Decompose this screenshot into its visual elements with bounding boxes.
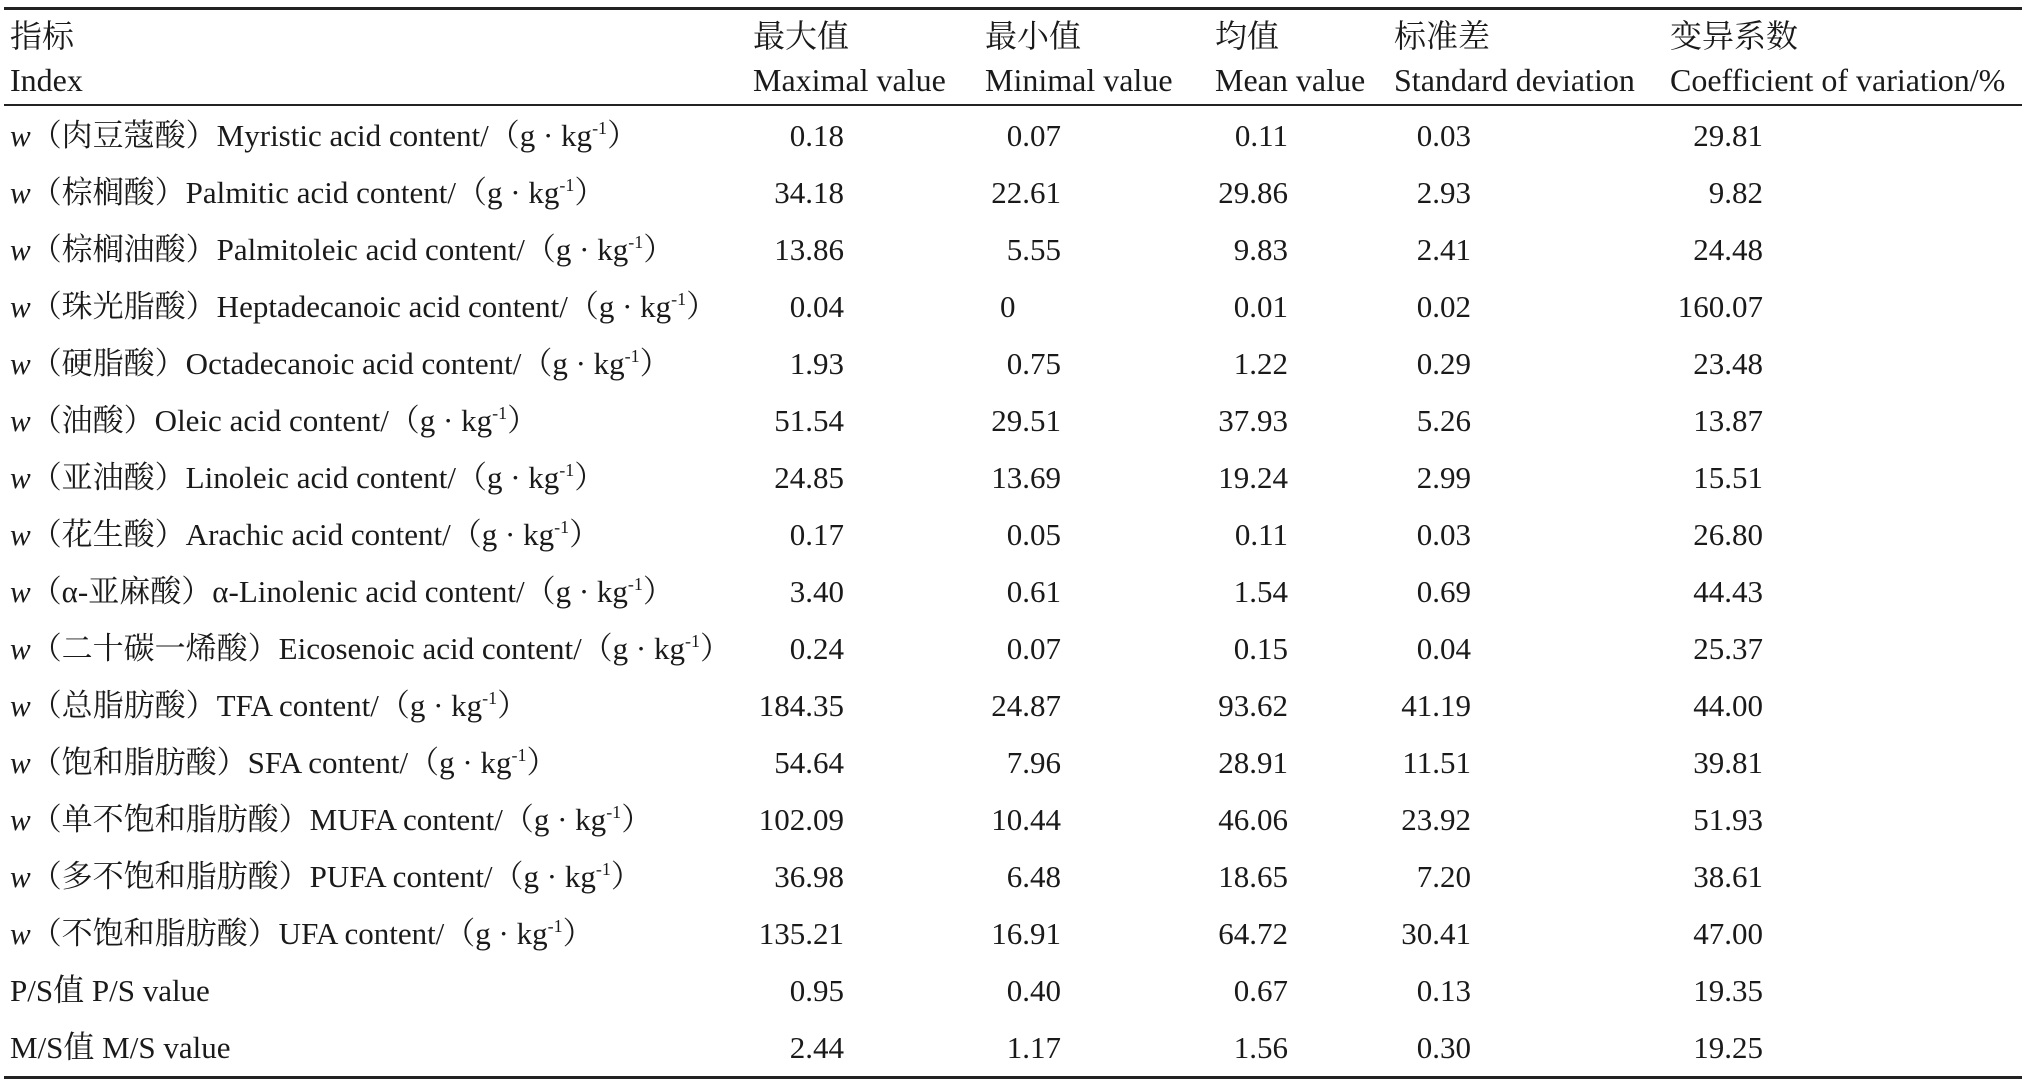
row-label: （单不饱和脂肪酸）MUFA content/（g · kg [30, 802, 607, 837]
unit-close-paren: ） [497, 688, 529, 723]
table-row [0, 905, 2026, 962]
cv-value-cell: 19.25 [1693, 1030, 1763, 1065]
row-index-cell [10, 221, 674, 283]
table-top-rule [4, 7, 2022, 10]
header-index [10, 14, 83, 102]
row-index-cell [10, 506, 600, 568]
cv-value-cell: 44.43 [1693, 574, 1763, 609]
min-value-cell: 0.07 [1006, 631, 1061, 666]
row-index-cell [10, 620, 731, 682]
sd-value-cell: 2.41 [1416, 232, 1471, 267]
unit-exponent: -1 [628, 232, 644, 252]
header-max [753, 14, 946, 102]
row-index-cell [10, 791, 652, 853]
unit-close-paren: ） [526, 745, 558, 780]
header-max-cn: 最大值 [753, 18, 850, 54]
max-value-cell: 36.98 [774, 859, 844, 894]
max-value-cell: 0.18 [789, 118, 844, 153]
unit-close-paren: ） [562, 916, 594, 951]
mean-value-cell: 9.83 [1233, 232, 1288, 267]
mean-value-cell: 0.11 [1234, 118, 1288, 153]
unit-close-paren: ） [700, 631, 732, 666]
table-row [0, 1019, 2026, 1076]
sd-value-cell: 23.92 [1401, 802, 1471, 837]
sd-value-cell: 30.41 [1401, 916, 1471, 951]
sd-value-cell: 2.93 [1416, 175, 1471, 210]
cv-value-cell: 29.81 [1693, 118, 1763, 153]
header-mean-cn: 均值 [1215, 18, 1280, 54]
row-index-cell [10, 905, 594, 967]
table-row [0, 221, 2026, 278]
cv-value-cell: 24.48 [1693, 232, 1763, 267]
unit-close-paren: ） [639, 346, 671, 381]
header-min-en: Minimal value [985, 62, 1173, 98]
min-value-cell: 24.87 [991, 688, 1061, 723]
row-label: （肉豆蔻酸）Myristic acid content/（g · kg [30, 118, 593, 153]
mean-value-cell: 0.15 [1233, 631, 1288, 666]
min-value-cell: 0.05 [1006, 517, 1061, 552]
header-index-cn: 指标 [10, 18, 75, 54]
cv-value-cell: 44.00 [1693, 688, 1763, 723]
mean-value-cell: 0.01 [1233, 289, 1288, 324]
header-max-en: Maximal value [753, 62, 946, 98]
min-value-cell: 13.69 [991, 460, 1061, 495]
mass-fraction-symbol: w [10, 574, 31, 609]
cv-value-cell: 9.82 [1708, 175, 1763, 210]
mass-fraction-symbol: w [10, 859, 31, 894]
row-label: （多不饱和脂肪酸）PUFA content/（g · kg [30, 859, 596, 894]
unit-close-paren: ） [621, 802, 653, 837]
cv-value-cell: 160.07 [1677, 289, 1763, 324]
min-value-cell: 10.44 [991, 802, 1061, 837]
table-row [0, 848, 2026, 905]
max-value-cell: 34.18 [774, 175, 844, 210]
mass-fraction-symbol: w [10, 175, 31, 210]
header-min-cn: 最小值 [985, 18, 1082, 54]
max-value-cell: 102.09 [758, 802, 844, 837]
cv-value-cell: 25.37 [1693, 631, 1763, 666]
sd-value-cell: 0.13 [1416, 973, 1471, 1008]
mass-fraction-symbol: w [10, 802, 31, 837]
mean-value-cell: 1.54 [1233, 574, 1288, 609]
mean-value-cell: 29.86 [1218, 175, 1288, 210]
row-label: P/S值 P/S value [10, 973, 210, 1008]
unit-close-paren: ） [507, 403, 539, 438]
sd-value-cell: 0.29 [1416, 346, 1471, 381]
max-value-cell: 13.86 [774, 232, 844, 267]
row-index-cell [10, 278, 717, 340]
mass-fraction-symbol: w [10, 916, 31, 951]
min-value-cell: 0 [1000, 289, 1016, 324]
row-index-cell [10, 848, 642, 910]
min-value-cell: 16.91 [991, 916, 1061, 951]
mass-fraction-symbol: w [10, 289, 31, 324]
header-cv [1670, 14, 2005, 102]
table-row [0, 734, 2026, 791]
cv-value-cell: 23.48 [1693, 346, 1763, 381]
sd-value-cell: 2.99 [1416, 460, 1471, 495]
mass-fraction-symbol: w [10, 403, 31, 438]
mean-value-cell: 64.72 [1218, 916, 1288, 951]
unit-close-paren: ） [642, 574, 674, 609]
max-value-cell: 0.24 [789, 631, 844, 666]
header-mean [1215, 14, 1365, 102]
min-value-cell: 1.17 [1006, 1030, 1061, 1065]
max-value-cell: 135.21 [758, 916, 844, 951]
table-row [0, 506, 2026, 563]
unit-exponent: -1 [592, 118, 608, 138]
mean-value-cell: 93.62 [1218, 688, 1288, 723]
cv-value-cell: 15.51 [1693, 460, 1763, 495]
mean-value-cell: 1.56 [1233, 1030, 1288, 1065]
min-value-cell: 7.96 [1006, 745, 1061, 780]
header-min [985, 14, 1173, 102]
max-value-cell: 24.85 [774, 460, 844, 495]
row-index-cell [10, 734, 557, 796]
header-index-en: Index [10, 62, 83, 98]
header-cv-cn: 变异系数 [1670, 18, 1799, 54]
cv-value-cell: 38.61 [1693, 859, 1763, 894]
header-mean-en: Mean value [1215, 62, 1366, 98]
table-row [0, 107, 2026, 164]
row-label: （珠光脂酸）Heptadecanoic acid content/（g · kg [30, 289, 672, 324]
sd-value-cell: 0.03 [1416, 118, 1471, 153]
row-index-cell [10, 392, 538, 454]
mass-fraction-symbol: w [10, 631, 31, 666]
unit-exponent: -1 [511, 745, 527, 765]
sd-value-cell: 7.20 [1416, 859, 1471, 894]
mean-value-cell: 18.65 [1218, 859, 1288, 894]
mass-fraction-symbol: w [10, 745, 31, 780]
unit-exponent: -1 [547, 916, 563, 936]
mean-value-cell: 19.24 [1218, 460, 1288, 495]
mean-value-cell: 46.06 [1218, 802, 1288, 837]
table-row [0, 563, 2026, 620]
row-index-cell [10, 677, 528, 739]
header-sd-cn: 标准差 [1394, 18, 1491, 54]
unit-close-paren: ） [643, 232, 675, 267]
row-index-cell [10, 449, 605, 511]
unit-exponent: -1 [559, 175, 575, 195]
row-label: （α-亚麻酸）α-Linolenic acid content/（g · kg [30, 574, 628, 609]
min-value-cell: 29.51 [991, 403, 1061, 438]
unit-close-paren: ） [610, 859, 642, 894]
cv-value-cell: 47.00 [1693, 916, 1763, 951]
table-header-rule [4, 104, 2022, 106]
table-row [0, 164, 2026, 221]
max-value-cell: 1.93 [789, 346, 844, 381]
max-value-cell: 54.64 [774, 745, 844, 780]
mass-fraction-symbol: w [10, 517, 31, 552]
row-label: （油酸）Oleic acid content/（g · kg [30, 403, 493, 438]
row-index-cell [10, 563, 674, 625]
unit-close-paren: ） [574, 175, 606, 210]
unit-exponent: -1 [595, 859, 611, 879]
min-value-cell: 5.55 [1006, 232, 1061, 267]
row-label: （饱和脂肪酸）SFA content/（g · kg [30, 745, 512, 780]
table-row [0, 677, 2026, 734]
row-index-cell [10, 962, 210, 1024]
unit-exponent: -1 [624, 346, 640, 366]
max-value-cell: 184.35 [758, 688, 844, 723]
cv-value-cell: 39.81 [1693, 745, 1763, 780]
cv-value-cell: 51.93 [1693, 802, 1763, 837]
mean-value-cell: 1.22 [1233, 346, 1288, 381]
cv-value-cell: 26.80 [1693, 517, 1763, 552]
row-index-cell [10, 335, 671, 397]
max-value-cell: 0.04 [789, 289, 844, 324]
min-value-cell: 22.61 [991, 175, 1061, 210]
unit-exponent: -1 [492, 403, 508, 423]
unit-exponent: -1 [685, 631, 701, 651]
max-value-cell: 0.95 [789, 973, 844, 1008]
unit-close-paren: ） [686, 289, 718, 324]
mass-fraction-symbol: w [10, 118, 31, 153]
row-label: （花生酸）Arachic acid content/（g · kg [30, 517, 555, 552]
row-label: （棕榈油酸）Palmitoleic acid content/（g · kg [30, 232, 629, 267]
table-row [0, 335, 2026, 392]
sd-value-cell: 0.30 [1416, 1030, 1471, 1065]
mass-fraction-symbol: w [10, 460, 31, 495]
mean-value-cell: 0.67 [1233, 973, 1288, 1008]
unit-exponent: -1 [627, 574, 643, 594]
unit-close-paren: ） [607, 118, 639, 153]
unit-exponent: -1 [554, 517, 570, 537]
cv-value-cell: 13.87 [1693, 403, 1763, 438]
row-index-cell [10, 164, 605, 226]
table-row [0, 392, 2026, 449]
header-cv-en: Coefficient of variation/% [1670, 62, 2006, 98]
row-label: M/S值 M/S value [10, 1030, 231, 1065]
sd-value-cell: 41.19 [1401, 688, 1471, 723]
row-label: （硬脂酸）Octadecanoic acid content/（g · kg [30, 346, 625, 381]
unit-exponent: -1 [671, 289, 687, 309]
unit-close-paren: ） [574, 460, 606, 495]
unit-close-paren: ） [569, 517, 601, 552]
table-row [0, 962, 2026, 1019]
mass-fraction-symbol: w [10, 232, 31, 267]
table-row [0, 620, 2026, 677]
table-row [0, 278, 2026, 335]
max-value-cell: 2.44 [789, 1030, 844, 1065]
min-value-cell: 0.61 [1006, 574, 1061, 609]
mass-fraction-symbol: w [10, 346, 31, 381]
unit-exponent: -1 [559, 460, 575, 480]
row-index-cell [10, 1019, 230, 1081]
sd-value-cell: 0.02 [1416, 289, 1471, 324]
cv-value-cell: 19.35 [1693, 973, 1763, 1008]
row-label: （亚油酸）Linoleic acid content/（g · kg [30, 460, 560, 495]
min-value-cell: 0.40 [1006, 973, 1061, 1008]
row-label: （不饱和脂肪酸）UFA content/（g · kg [30, 916, 548, 951]
table-row [0, 449, 2026, 506]
row-label: （棕榈酸）Palmitic acid content/（g · kg [30, 175, 560, 210]
min-value-cell: 0.07 [1006, 118, 1061, 153]
unit-exponent: -1 [606, 802, 622, 822]
mean-value-cell: 28.91 [1218, 745, 1288, 780]
sd-value-cell: 5.26 [1416, 403, 1471, 438]
mass-fraction-symbol: w [10, 688, 31, 723]
row-label: （总脂肪酸）TFA content/（g · kg [30, 688, 483, 723]
sd-value-cell: 11.51 [1402, 745, 1471, 780]
max-value-cell: 51.54 [774, 403, 844, 438]
unit-exponent: -1 [482, 688, 498, 708]
table-bottom-rule [4, 1076, 2022, 1079]
sd-value-cell: 0.03 [1416, 517, 1471, 552]
row-label: （二十碳一烯酸）Eicosenoic acid content/（g · kg [30, 631, 686, 666]
mean-value-cell: 0.11 [1234, 517, 1288, 552]
header-sd-en: Standard deviation [1394, 62, 1635, 98]
max-value-cell: 0.17 [789, 517, 844, 552]
sd-value-cell: 0.04 [1416, 631, 1471, 666]
min-value-cell: 6.48 [1006, 859, 1061, 894]
header-sd [1394, 14, 1635, 102]
table-row [0, 791, 2026, 848]
min-value-cell: 0.75 [1006, 346, 1061, 381]
mean-value-cell: 37.93 [1218, 403, 1288, 438]
row-index-cell [10, 107, 638, 169]
max-value-cell: 3.40 [789, 574, 844, 609]
sd-value-cell: 0.69 [1416, 574, 1471, 609]
